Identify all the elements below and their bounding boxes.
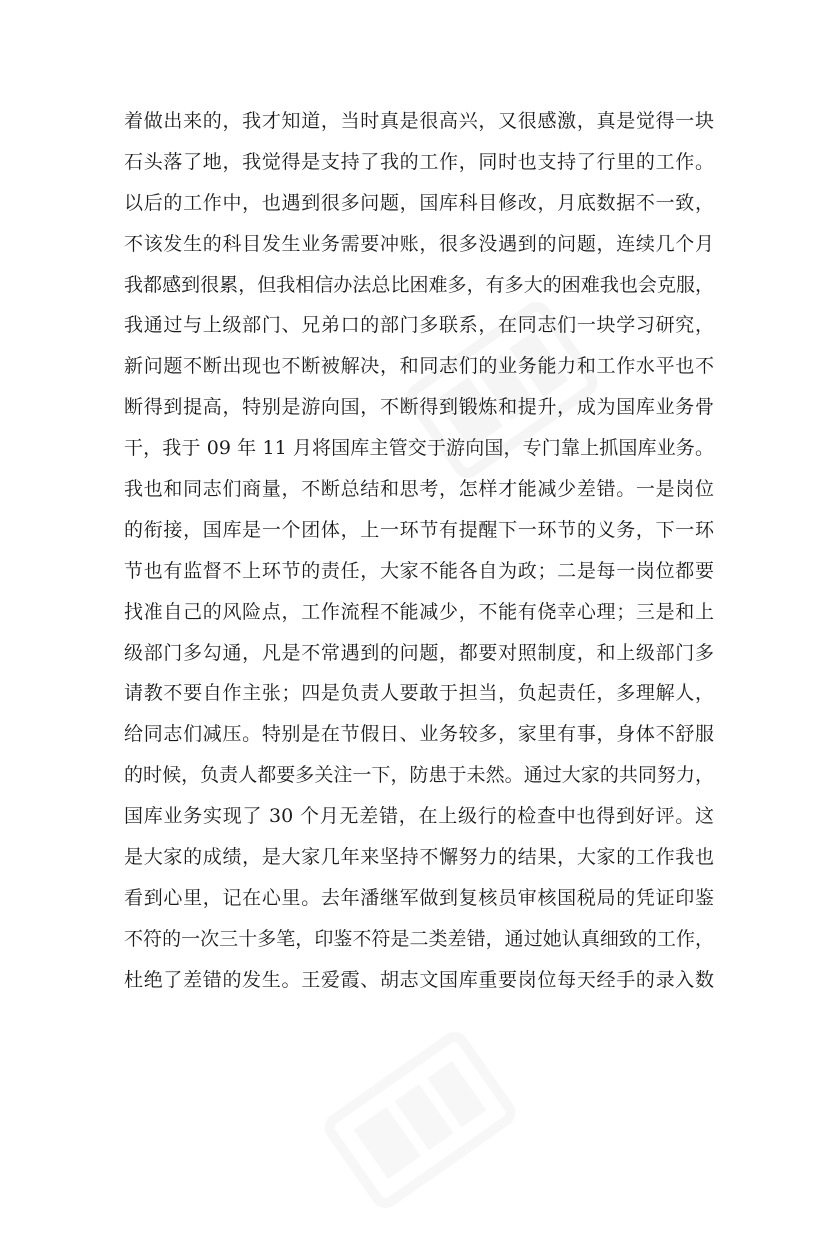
text-line: 级部门多勾通，凡是不常遇到的问题，都要对照制度，和上级部门多 [124,641,714,664]
text-line: 新问题不断出现也不断被解决，和同志们的业务能力和工作水平也不 [124,355,714,378]
text-line: 不符的一次三十多笔，印鉴不符是二类差错，通过她认真细致的工作， [124,927,714,950]
text-line: 国库业务实现了 30 个月无差错，在上级行的检查中也得到好评。这 [124,805,714,828]
text-line: 节也有监督不上环节的责任，大家不能各自为政；二是每一岗位都要 [124,559,714,582]
text-line: 我都感到很累，但我相信办法总比困难多，有多大的困难我也会克服， [124,273,714,296]
text-line: 断得到提高，特别是游向国，不断得到锻炼和提升，成为国库业务骨 [124,396,714,419]
text-line: 干，我于 09 年 11 月将国库主管交于游向国，专门靠上抓国库业务。 [124,437,714,460]
watermark-stamp-icon [295,995,546,1245]
text-line: 我通过与上级部门、兄弟口的部门多联系，在同志们一块学习研究， [124,314,714,337]
text-line: 给同志们减压。特别是在节假日、业务较多，家里有事，身体不舒服 [124,723,714,746]
text-line: 看到心里，记在心里。去年潘继军做到复核员审核国税局的凭证印鉴 [124,886,714,909]
body-text [124,101,714,1001]
text-line: 我也和同志们商量，不断总结和思考，怎样才能减少差错。一是岗位 [124,478,714,501]
text-line: 的时候，负责人都要多关注一下，防患于未然。通过大家的共同努力， [124,764,714,787]
text-line: 不该发生的科目发生业务需要冲账，很多没遇到的问题，连续几个月 [124,232,714,255]
text-line: 以后的工作中，也遇到很多问题，国库科目修改，月底数据不一致， [124,191,714,214]
text-line: 请教不要自作主张；四是负责人要敢于担当，负起责任，多理解人， [124,682,714,705]
text-line: 石头落了地，我觉得是支持了我的工作，同时也支持了行里的工作。 [124,150,714,173]
text-line: 着做出来的，我才知道，当时真是很高兴，又很感激，真是觉得一块 [124,110,714,132]
text-line: 的衔接，国库是一个团体，上一环节有提醒下一环节的义务，下一环 [124,518,714,541]
text-line: 杜绝了差错的发生。王爱霞、胡志文国库重要岗位每天经手的录入数 [124,968,714,991]
text-line: 是大家的成绩，是大家几年来坚持不懈努力的结果，大家的工作我也 [124,846,714,869]
text-line: 找准自己的风险点，工作流程不能减少，不能有侥幸心理；三是和上 [124,600,714,623]
